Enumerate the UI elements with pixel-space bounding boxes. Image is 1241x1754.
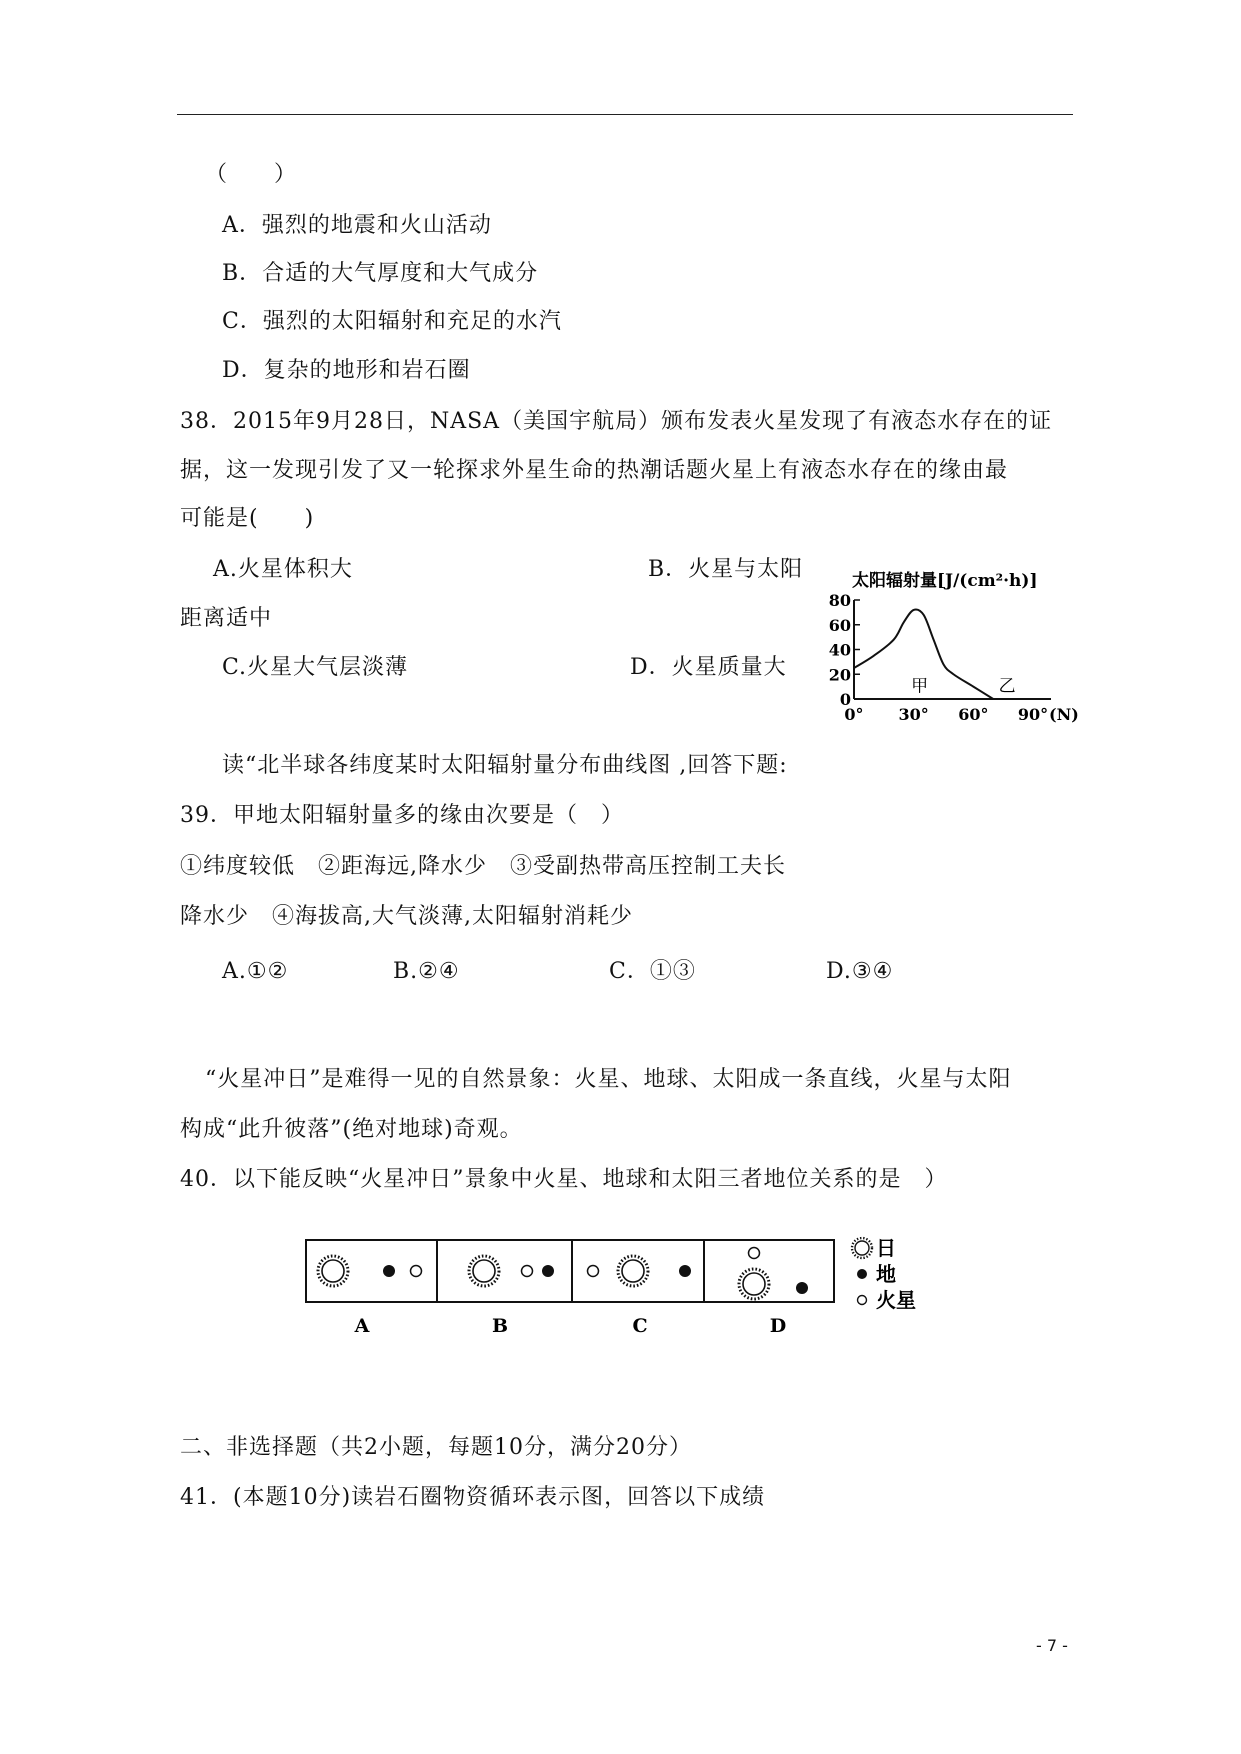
mars-icon: [522, 1266, 533, 1277]
q39-option-a: A.①②: [222, 959, 289, 984]
q38-text-line3: 可能是( ): [180, 506, 315, 531]
legend: [852, 1236, 916, 1312]
x-tick-label: 0°: [844, 705, 864, 724]
q40-text: 40．以下能反映“火星冲日”景象中火星、地球和太阳三者地位关系的是 ）: [180, 1167, 948, 1192]
panel-c: [588, 1256, 692, 1337]
y-tick-label: 40: [828, 640, 851, 660]
q38-option-d: D．火星质量大: [630, 655, 787, 680]
q39-text: 39．甲地太阳辐射量多的缘由次要是（ ）: [180, 803, 624, 828]
x-tick-label: 30°: [898, 705, 929, 724]
header-rule: [177, 114, 1073, 115]
earth-icon: [679, 1265, 691, 1277]
earth-icon: [796, 1282, 808, 1294]
mars-icon: [588, 1266, 599, 1277]
panel-label-c: C: [632, 1315, 648, 1337]
y-tick-group: [829, 591, 860, 709]
earth-icon: [383, 1265, 395, 1277]
annotation-label-1: 乙: [998, 676, 1016, 697]
sun-icon: [473, 1260, 495, 1282]
q39-statements-line2: 降水少 ④海拔高,大气淡薄,太阳辐射消耗少: [180, 904, 633, 929]
page-number: - 7 -: [1036, 1636, 1068, 1655]
q37-option-d: D．复杂的地形和岩石圈: [222, 358, 471, 383]
q41-text: 41．(本题10分)读岩石圈物资循环表示图，回答以下成绩: [180, 1485, 766, 1510]
chart-title: 太阳辐射量[J/(cm²·h)]: [852, 571, 1038, 591]
q39-option-d: D.③④: [826, 959, 894, 984]
y-tick-label: 0: [839, 690, 851, 709]
panel-a: [318, 1256, 422, 1337]
solar-radiation-chart: [828, 568, 1096, 738]
mars-opposition-line2: 构成“此升彼落”(绝对地球)奇观。: [180, 1117, 523, 1142]
panel-b: [469, 1256, 554, 1337]
q39-option-c: C．①③: [609, 959, 696, 984]
mars-icon: [749, 1248, 760, 1259]
section-2-heading: 二、非选择题（共2小题，每题10分，满分20分）: [180, 1435, 692, 1460]
x-tick-label: 60°: [958, 705, 989, 724]
sun-icon: [322, 1260, 344, 1282]
panel-d: [739, 1248, 808, 1338]
mars-icon: [858, 1296, 867, 1305]
sun-icon: [855, 1241, 869, 1255]
legend-earth-label: 地: [876, 1262, 896, 1286]
q38-option-b-cont: 距离适中: [180, 606, 273, 631]
q37-option-c: C．强烈的太阳辐射和充足的水汽: [222, 309, 562, 334]
q37-option-a: A．强烈的地震和火山活动: [222, 213, 492, 238]
orbit-position-figure: [300, 1228, 940, 1340]
earth-icon: [857, 1269, 867, 1279]
legend-sun-label: 日: [876, 1236, 896, 1260]
q39-option-b: B.②④: [393, 959, 460, 984]
mars-opposition-line1: “火星冲日”是难得一见的自然景象：火星、地球、太阳成一条直线，火星与太阳: [205, 1067, 1012, 1092]
x-tick-label: 90°: [1017, 705, 1049, 724]
annotation-label-0: 甲: [911, 676, 929, 697]
legend-mars-label: 火星: [876, 1288, 916, 1312]
answer-blank: （ ）: [205, 162, 298, 187]
q38-option-a: A.火星体积大: [213, 557, 353, 582]
q38-option-b: B．火星与太阳: [648, 557, 804, 582]
x-tick-group: [844, 705, 1078, 724]
sun-icon: [622, 1260, 644, 1282]
panel-label-a: A: [354, 1315, 370, 1337]
q37-option-b: B．合适的大气厚度和大气成分: [222, 261, 539, 286]
sun-icon: [743, 1273, 765, 1295]
earth-icon: [542, 1265, 554, 1277]
q38-option-c: C.火星大气层淡薄: [222, 655, 409, 680]
x-axis-unit: (N): [1049, 705, 1079, 724]
q38-text-line1: 38．2015年9月28日，NASA（美国宇航局）颁布发表火星发现了有液态水存在的证: [180, 409, 1053, 434]
y-tick-label: 80: [828, 591, 851, 610]
read-chart-intro: 读“北半球各纬度某时太阳辐射量分布曲线图 ,回答下题:: [222, 753, 788, 778]
q38-text-line2: 据，这一发现引发了又一轮探求外星生命的热潮话题火星上有液态水存在的缘由最: [180, 458, 1009, 483]
mars-icon: [411, 1266, 422, 1277]
y-tick-label: 60: [828, 615, 851, 635]
panel-label-d: D: [769, 1315, 787, 1337]
q39-statements-line1: ①纬度较低 ②距海远,降水少 ③受副热带高压控制工夫长: [180, 854, 786, 879]
y-tick-label: 20: [828, 665, 851, 685]
panel-label-b: B: [491, 1315, 509, 1337]
